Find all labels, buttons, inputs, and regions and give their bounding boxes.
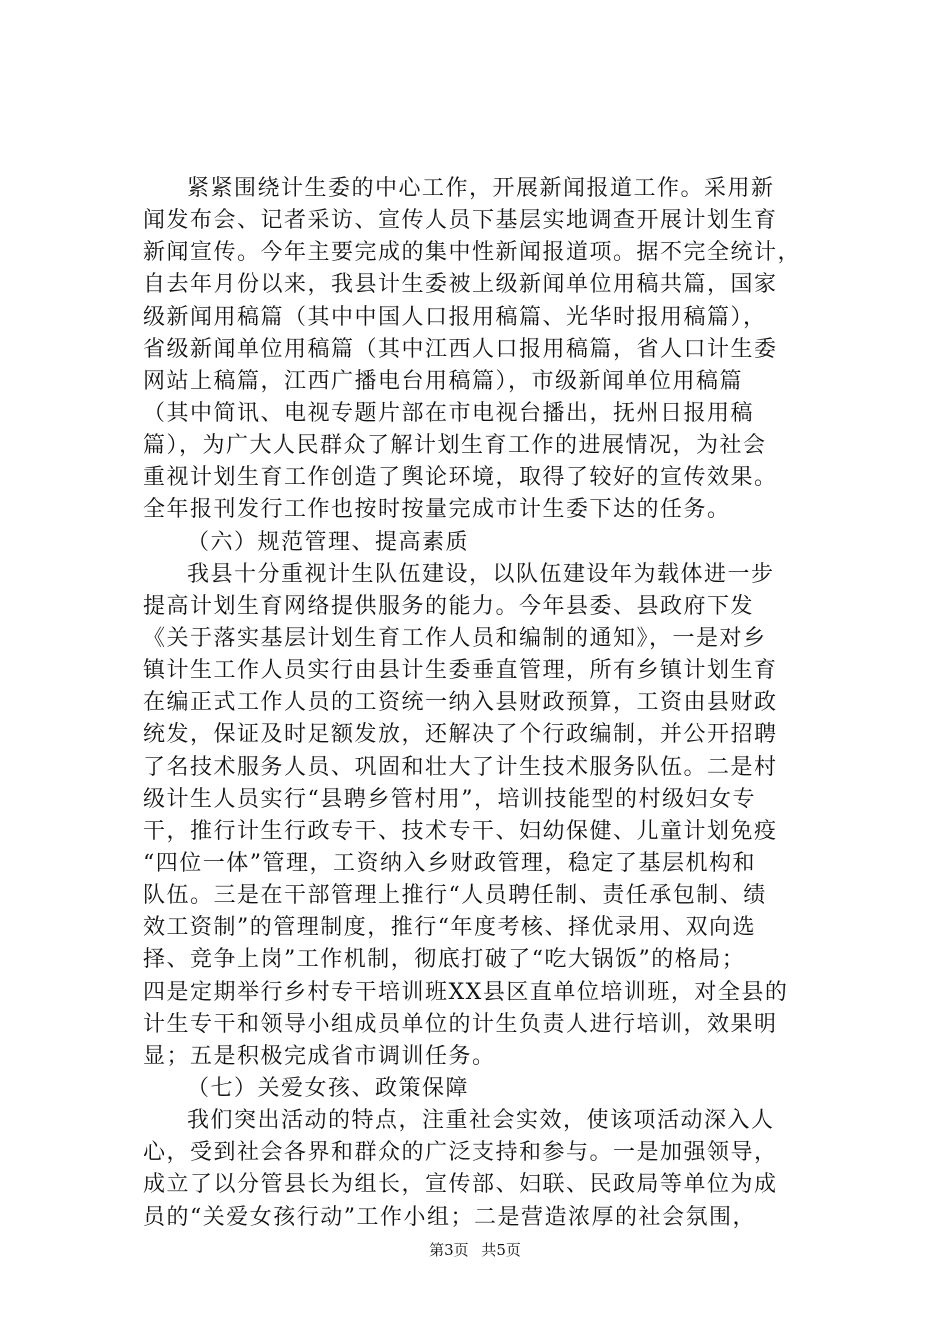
paragraph-line: 计生专干和领导小组成员单位的计生负责人进行培训，效果明 (143, 1011, 778, 1037)
page-footer (0, 1239, 950, 1260)
paragraph-line: 队伍。三是在干部管理上推行“人员聘任制、责任承包制、绩 (143, 883, 767, 909)
paragraph-line: 干，推行计生行政专干、技术专干、妇幼保健、儿童计划免疫 (143, 818, 778, 844)
paragraph-line: 全年报刊发行工作也按时按量完成市计生委下达的任务。 (143, 497, 731, 523)
paragraph-line: 我们突出活动的特点，注重社会实效，使该项活动深入人 (187, 1108, 775, 1134)
page-total: 共5页 (481, 1241, 521, 1259)
section-heading-6: （六）规范管理、提高素质 (187, 529, 470, 555)
paragraph-line: “四位一体”管理，工资纳入乡财政管理，稳定了基层机构和 (143, 850, 756, 876)
paragraph-line: 紧紧围绕计生委的中心工作，开展新闻报道工作。采用新 (187, 176, 775, 201)
paragraph-line: 成立了以分管县长为组长，宣传部、妇联、民政局等单位为成 (143, 1172, 778, 1198)
paragraph-line: 新闻宣传。今年主要完成的集中性新闻报道项。据不完全统计， (143, 240, 802, 266)
paragraph-line: 自去年月份以来，我县计生委被上级新闻单位用稿共篇，国家 (143, 272, 778, 298)
paragraph-line: 网站上稿篇，江西广播电台用稿篇），市级新闻单位用稿篇 (143, 368, 744, 394)
paragraph-line: 级新闻用稿篇（其中中国人口报用稿篇、光华时报用稿篇）， (143, 304, 767, 330)
paragraph-line: 篇），为广大人民群众了解计划生育工作的进展情况，为社会 (143, 433, 767, 459)
paragraph-line: 提高计划生育网络提供服务的能力。今年县委、县政府下发 (143, 593, 755, 619)
paragraph-line: 级计生人员实行“县聘乡管村用”，培训技能型的村级妇女专 (143, 786, 756, 812)
paragraph-line: 效工资制”的管理制度，推行“年度考核、择优录用、双向选 (143, 915, 756, 941)
paragraph-line: 员的“关爱女孩行动”工作小组；二是营造浓厚的社会氛围， (143, 1204, 756, 1230)
paragraph-line: 择、竞争上岗”工作机制，彻底打破了“吃大锅饭”的格局； (143, 947, 746, 973)
section-heading-7: （七）关爱女孩、政策保障 (187, 1075, 470, 1101)
paragraph-line: 省级新闻单位用稿篇（其中江西人口报用稿篇，省人口计生委 (143, 336, 778, 362)
paragraph-line: 四是定期举行乡村专干培训班XX县区直单位培训班，对全县的 (143, 979, 789, 1005)
paragraph-line: 《关于落实基层计划生育工作人员和编制的通知》，一是对乡 (143, 625, 767, 651)
paragraph-line: 在编正式工作人员的工资统一纳入县财政预算，工资由县财政 (143, 690, 778, 716)
paragraph-line: 我县十分重视计生队伍建设，以队伍建设年为载体进一步 (187, 561, 775, 587)
paragraph-line: 镇计生工作人员实行由县计生委垂直管理，所有乡镇计划生育 (143, 658, 778, 684)
paragraph-line: 重视计划生育工作创造了舆论环境，取得了较好的宣传效果。 (143, 465, 778, 491)
paragraph-line: （其中简讯、电视专题片部在市电视台播出，抚州日报用稿 (143, 400, 755, 426)
page-number: 第3页 (429, 1241, 469, 1259)
document-body (143, 173, 833, 1234)
paragraph-line: 闻发布会、记者采访、宣传人员下基层实地调查开展计划生育 (143, 208, 778, 234)
paragraph-line: 心，受到社会各界和群众的广泛支持和参与。一是加强领导， (143, 1140, 778, 1166)
paragraph-line: 显；五是积极完成省市调训任务。 (143, 1043, 496, 1069)
paragraph-line: 了名技术服务人员、巩固和壮大了计生技术服务队伍。二是村 (143, 754, 778, 780)
paragraph-line: 统发，保证及时足额发放，还解决了个行政编制，并公开招聘 (143, 722, 778, 748)
